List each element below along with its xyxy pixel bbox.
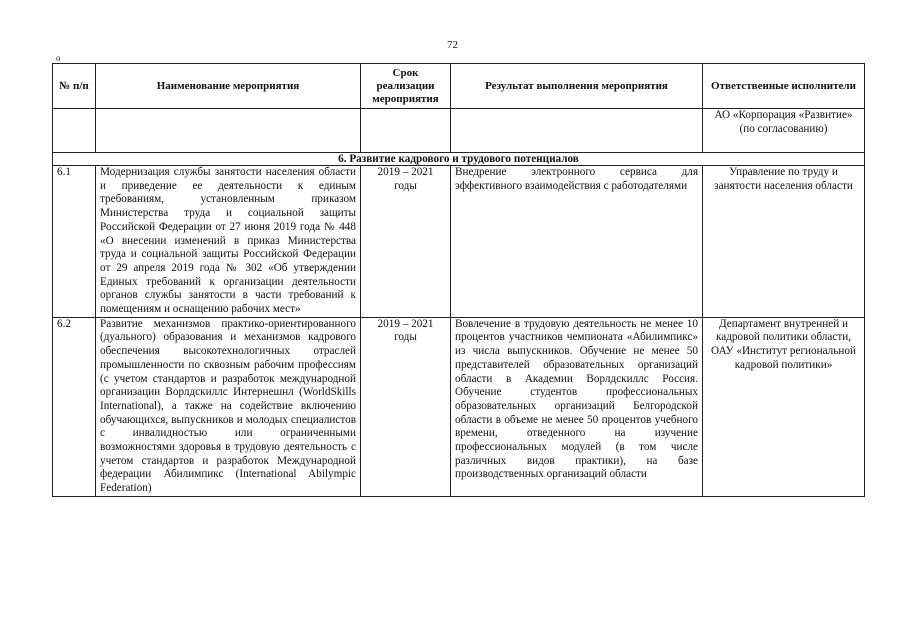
table-row (53, 317, 865, 496)
row-num: 6.1 (53, 166, 96, 318)
header-responsible: Ответственные исполнители (703, 64, 865, 109)
row-responsible: Управление по труду и занятости населения области (703, 166, 865, 318)
row-term: 2019 – 2021 годы (361, 317, 451, 496)
section-row (53, 153, 865, 166)
row-name: Модернизация службы занятости населения области и приведение ее деятельности к единым требованиям, установленным приказом Министерства труда и социальной защиты Российской Федерации от 27 июня 2019 года № 448 «О внесении изменений в приказ Министерства труда и социальной защиты Российской Федерации от 29 апреля 2019 года № 302 «Об утверждении Единых требований к организации деятельности органов службы занятости в части требований к помещениям и оснащению рабочих мест» (96, 166, 361, 318)
carry-over-row (53, 109, 865, 153)
carry-over-name (96, 109, 361, 153)
carry-over-term (361, 109, 451, 153)
row-result: Вовлечение в трудовую деятельность не менее 10 процентов участников чемпионата «Абилимпикс» из числа выпускников. Обучение не менее 50 представителей образовательных организаций области в Академии Ворлдскиллс Россия. Обучение студентов профессиональных образовательных организаций Белгородской области в объеме не менее 50 процентов учебного времени, отведенного на изучение профессиональных модулей (в том числе различных видов практики), на базе производственных организаций области (451, 317, 703, 496)
carry-over-responsible: АО «Корпорация «Развитие» (по согласованию) (703, 109, 865, 153)
section-title: 6. Развитие кадрового и трудового потенциалов (53, 153, 865, 166)
row-term: 2019 – 2021 годы (361, 166, 451, 318)
row-responsible: Департамент внутренней и кадровой политики области, ОАУ «Институт региональной кадровой политики» (703, 317, 865, 496)
table-row (53, 166, 865, 318)
row-name: Развитие механизмов практико-ориентированного (дуального) образования и механизмов кадрового обеспечения высокотехнологичных отраслей промышленности по сквозным рабочим профессиям (с учетом стандартов и разработок международной организации Ворлдскиллс Интернешнл (WorldSkills International), а также на содействие включению обучающихся, выпускников и молодых специалистов с инвалидностью или ограниченными возможностями здоровья в трудовую деятельность с учетом стандартов и разработок Международной федерации Абилимпикс (International Abilympic Federation) (96, 317, 361, 496)
row-num: 6.2 (53, 317, 96, 496)
carry-over-num (53, 109, 96, 153)
carry-over-result (451, 109, 703, 153)
header-num: № п/п (53, 64, 96, 109)
page-number: 72 (447, 39, 458, 51)
header-result: Результат выполнения мероприятия (451, 64, 703, 109)
table-header-row (53, 64, 865, 109)
header-term: Срок реализации мероприятия (361, 64, 451, 109)
corner-mark: o (56, 53, 61, 63)
header-name: Наименование мероприятия (96, 64, 361, 109)
activities-table (52, 63, 865, 497)
row-result: Внедрение электронного сервиса для эффективного взаимодействия с работодателями (451, 166, 703, 318)
